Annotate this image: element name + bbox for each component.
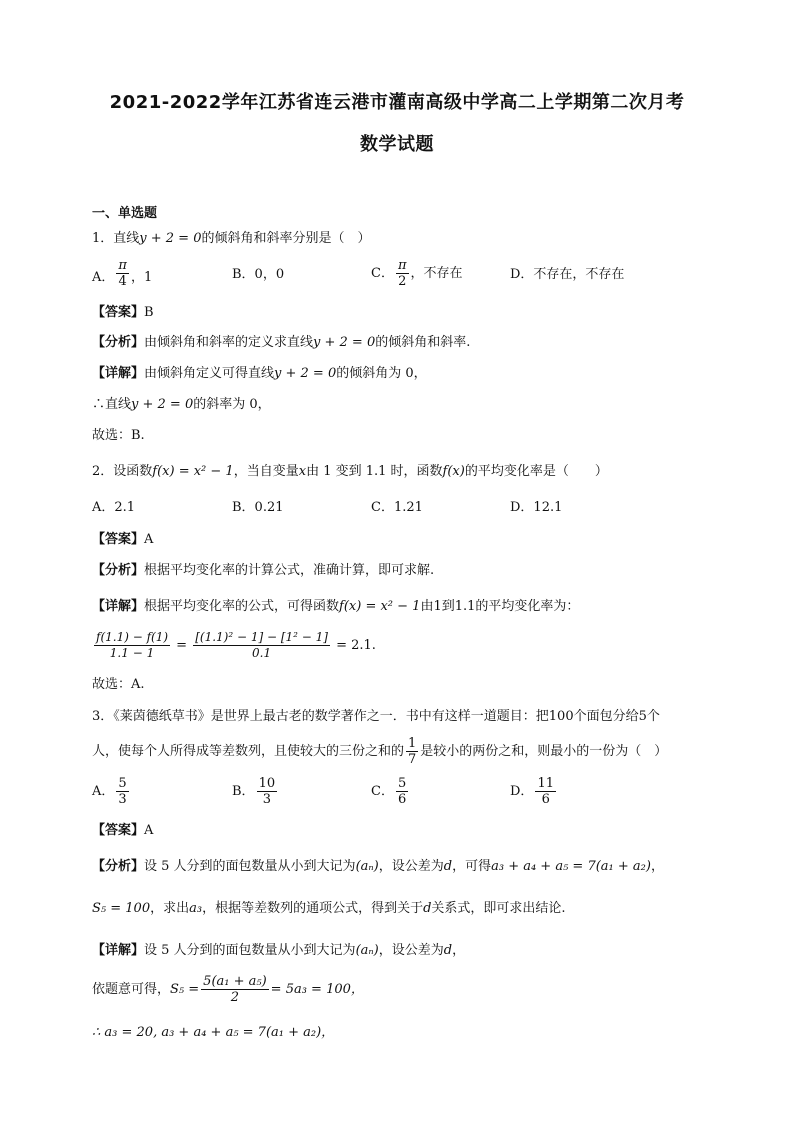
q3-option-d: D． $\frac{11}{6}$ — [510, 776, 554, 807]
q3-detail-line3: ∴ a₃ = 20, a₃ + a₄ + a₅ = 7(a₁ + a₂)， — [92, 1025, 335, 1040]
document-subtitle: 数学试题 — [360, 134, 434, 155]
q3-options — [92, 776, 732, 812]
q1-detail: 【详解】由倾斜角定义可得直线y + 2 = 0的倾斜角为 0， — [92, 366, 427, 381]
q1-option-b: B．0，0 — [232, 267, 285, 282]
q2-option-c: C．1.21 — [371, 500, 423, 515]
q1-analysis: 【分析】由倾斜角和斜率的定义求直线y + 2 = 0的倾斜角和斜率. — [92, 335, 471, 350]
q3-option-a: A． $\frac{5}{3}$ — [92, 776, 127, 807]
q3-detail: 【详解】设 5 人分到的面包数量从小到大记为(aₙ)，设公差为d， — [92, 943, 466, 958]
q3-stem-line2: 人，使每个人所得成等差数列，且使较大的三份之和的 $\frac{1}{7}$ 是较小的两份之和，则最小的一份为（ ） — [92, 736, 668, 767]
q2-option-d: D．12.1 — [510, 500, 563, 515]
q1-option-d: D．不存在，不存在 — [510, 267, 625, 282]
q3-answer: 【答案】A — [92, 823, 154, 838]
q1-choose: 故选：B. — [92, 428, 145, 443]
q2-formula: $\frac{f(1.1) - f(1)}{1.1 - 1}$ = $\frac{\text{[(1.1)² − 1] − [1² − 1]}}{0.1}$ = 2.1. — [96, 630, 376, 660]
q3-detail-line2: 依题意可得，S₅ = $\frac{\text{5(a₁ + a₅)}}{2}$ = 5a₃ = 100， — [92, 974, 364, 1005]
q2-answer: 【答案】A — [92, 532, 154, 547]
q3-analysis-line2: S₅ = 100，求出a₃，根据等差数列的通项公式，得到关于d关系式，即可求出结论. — [92, 901, 566, 916]
q1-answer: 【答案】B — [92, 305, 154, 320]
q2-analysis: 【分析】根据平均变化率的计算公式，准确计算，即可求解. — [92, 563, 435, 578]
q1-options — [92, 258, 732, 292]
q3-option-b: B． $\frac{10}{3}$ — [232, 776, 276, 807]
document-title: 2021-2022学年江苏省连云港市灌南高级中学高二上学期第二次月考 — [109, 92, 685, 113]
q2-stem: 2．设函数f(x) = x² − 1，当自变量x由 1 变到 1.1 时，函数f(x)的平均变化率是（ ） — [92, 464, 608, 479]
q2-option-a: A．2.1 — [92, 500, 136, 515]
q1-option-c: C． $\frac{\pi}{2}$ ，不存在 — [371, 258, 463, 289]
q1-stem: 1．直线y + 2 = 0的倾斜角和斜率分别是（ ） — [92, 231, 371, 246]
q2-option-b: B．0.21 — [232, 500, 284, 515]
q3-stem-line1: 3．《莱茵德纸草书》是世界上最古老的数学著作之一．书中有这样一道题目：把100个面包分给5个 — [92, 709, 660, 724]
q2-choose: 故选：A. — [92, 677, 145, 692]
q1-option-a: A． $\frac{\pi}{4}$ ，1 — [92, 258, 153, 289]
q3-option-c: C． $\frac{5}{6}$ — [371, 776, 407, 807]
section-heading: 一、单选题 — [92, 206, 158, 221]
q2-detail: 【详解】根据平均变化率的公式，可得函数f(x) = x² − 1由1到1.1的平均变化率为： — [92, 599, 580, 614]
q3-analysis: 【分析】设 5 人分到的面包数量从小到大记为(aₙ)，设公差为d，可得a₃ + a₄ + a₅ = 7(a₁ + a₂)， — [92, 859, 664, 874]
q1-detail-line2: ∴直线y + 2 = 0的斜率为 0， — [92, 397, 271, 412]
q2-options — [92, 499, 732, 517]
